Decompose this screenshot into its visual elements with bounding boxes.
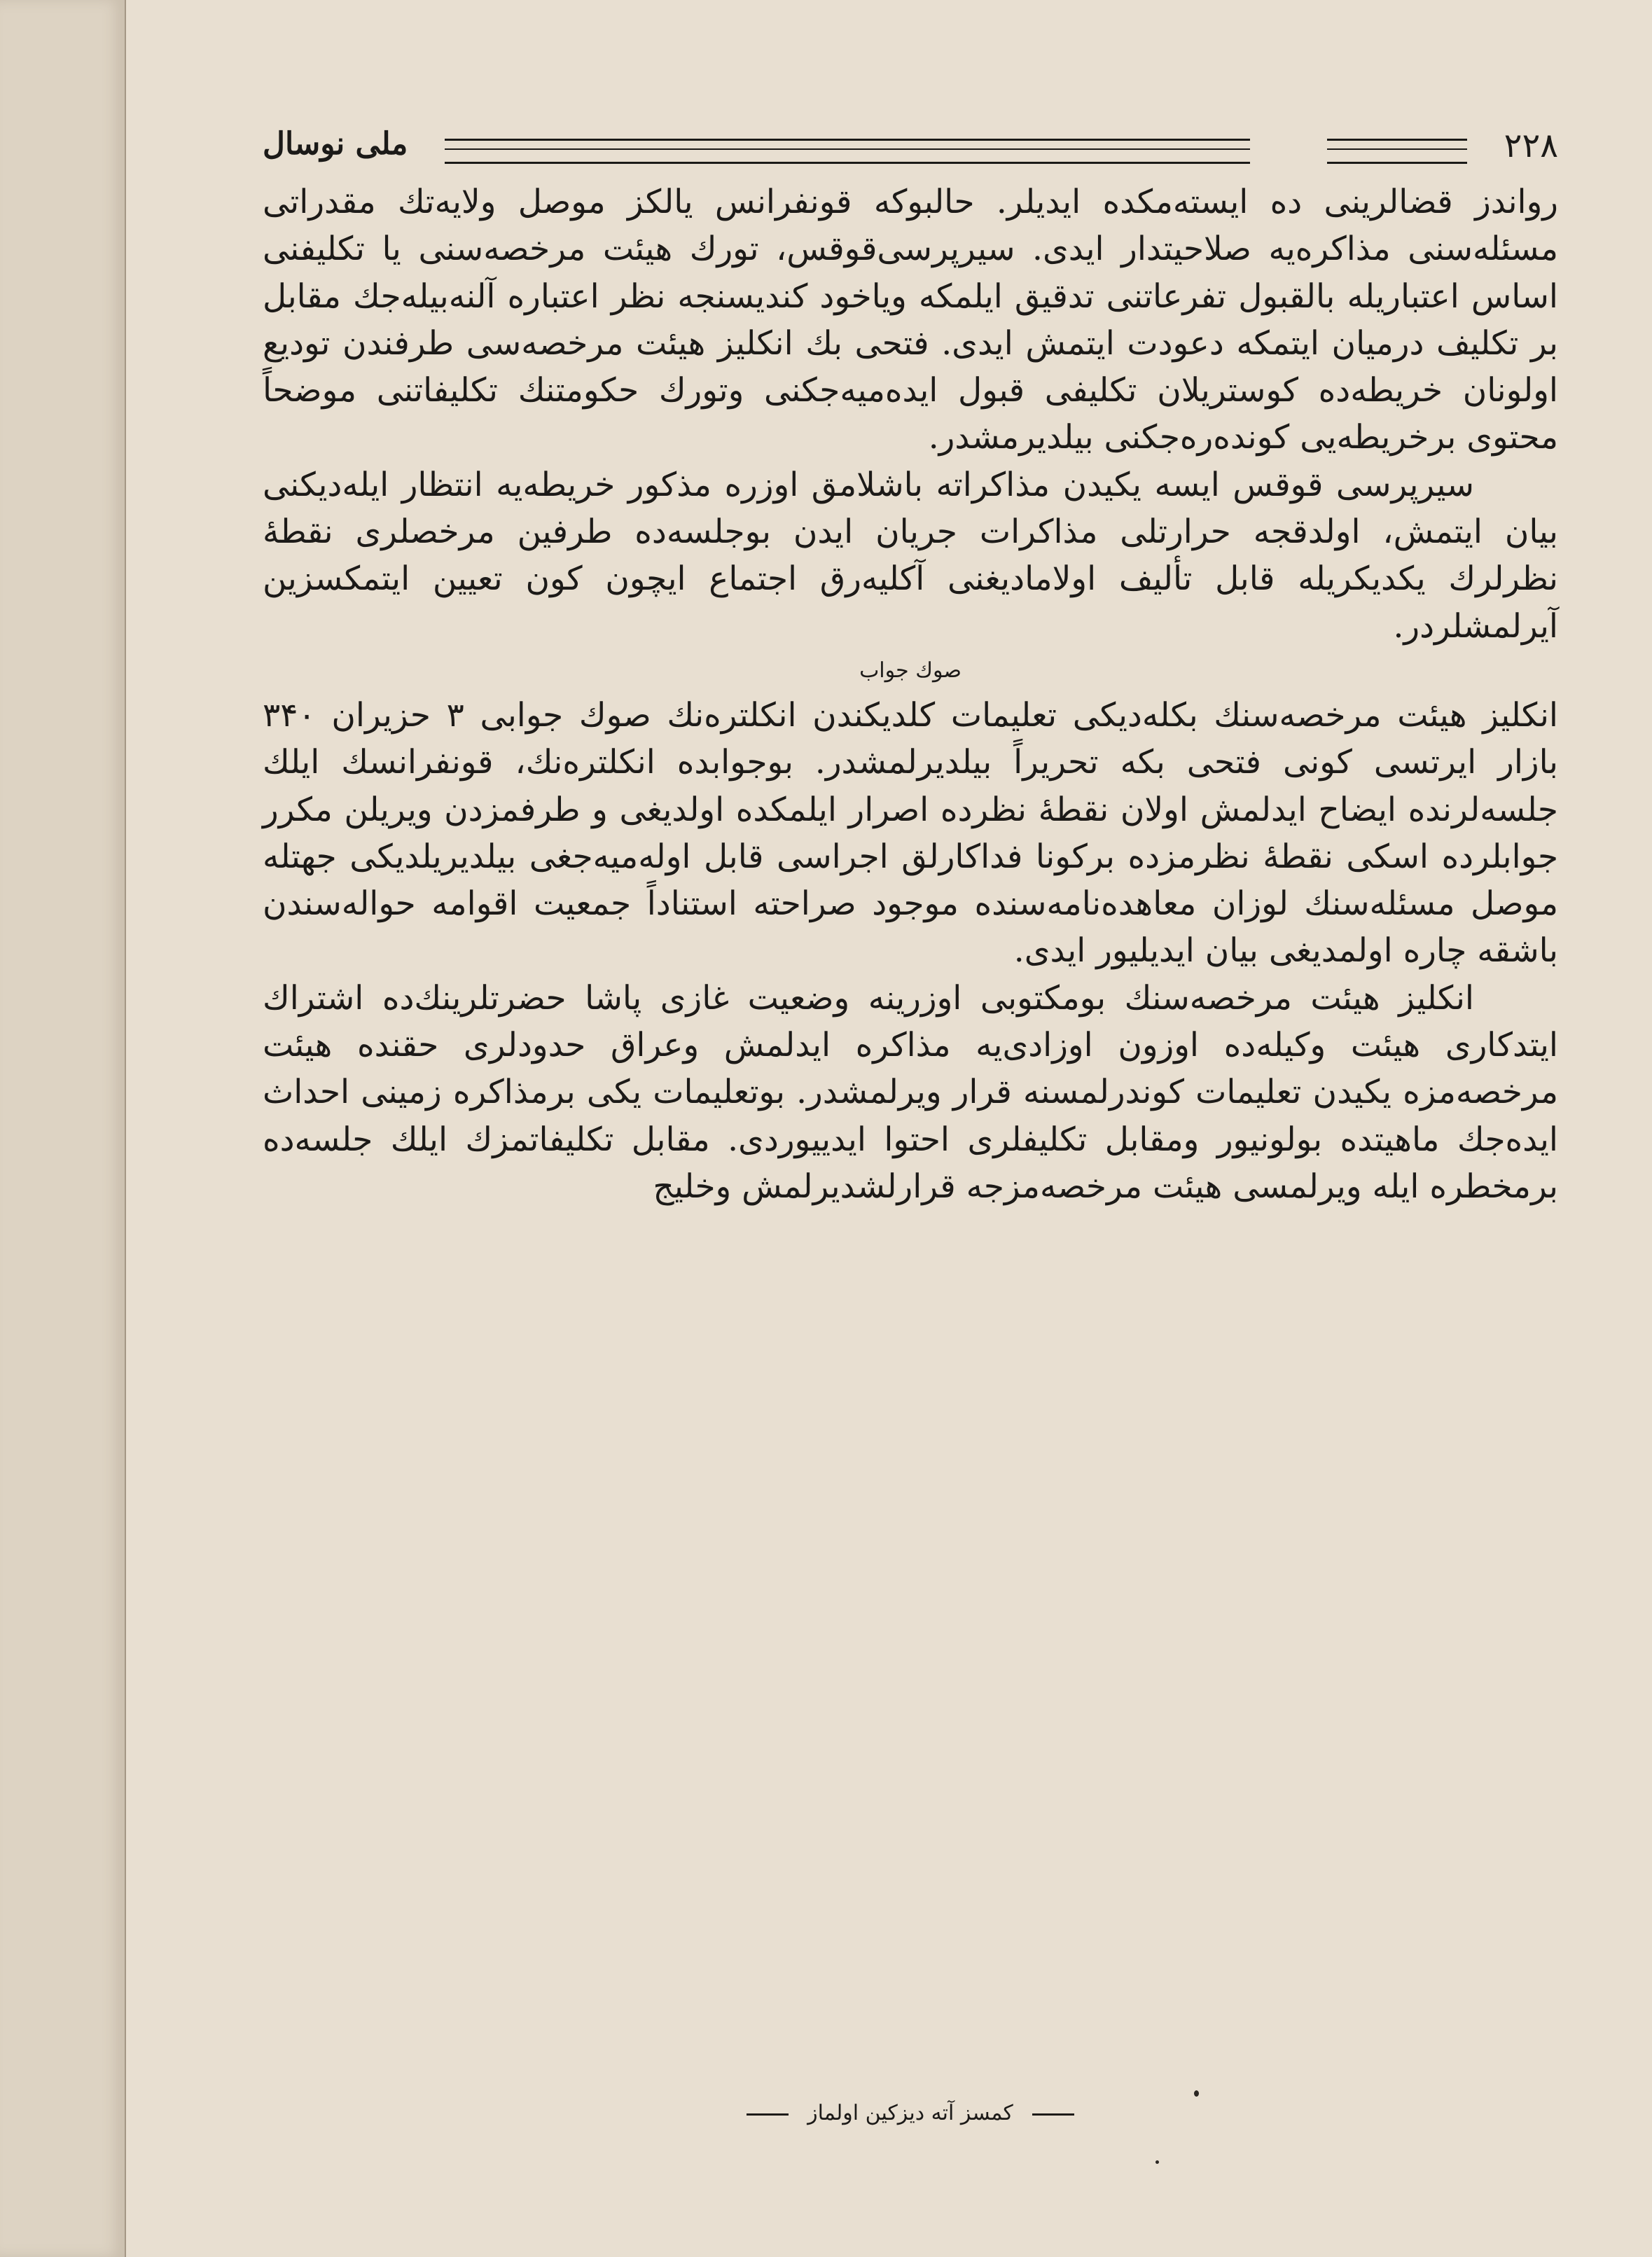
header-rule-short [1327, 139, 1467, 164]
paragraph: انکلیز هیئت مرخصه‌سنك بومکتوبی اوزرینه وضعیت غازی پاشا حضرتلرینك‌ده اشتراك ایتدکاری هیئت وکیله‌ده اوزون اوزادی‌یه مذاکره ایدلمش وعراق حدودلری حقنده هیئت مرخصه‌مزه یکیدن تعلیمات کوندرلمسنه قرار ویرلمشدر. بوتعلیمات یکی برمذاکره زمینی احداث ایده‌جك ماهیتده بولونیور ومقابل تکلیفلری احتوا ایدییوردی. مقابل تکلیفاتمزك ایلك جلسه‌ده برمخطره ایله ویرلمسی هیئت مرخصه‌مزجه قرارلشدیرلمش وخلیج [263, 978, 1558, 1206]
header-rule-long [445, 139, 1250, 164]
footer-dash-right [1032, 2113, 1074, 2116]
page-content [263, 112, 1558, 2164]
journal-title: ملی نوسال [263, 126, 408, 162]
footer-proverb [263, 2101, 1558, 2125]
binding-margin [0, 0, 126, 2257]
paragraph: رواندز قضالرینی ده ایسته‌مکده ایدیلر. حالبوکه قونفرانس یالکز موصل ولایه‌تك مقدراتی مسئله‌سنی مذاکره‌یه صلاحیتدار ایدی. سیرپرسی‌قوقس، تورك هیئت مرخصه‌سنی یا تکلیفنی اساس اعتباریله بالقبول تفرعاتنی تدقیق ایلمکه ویاخود کندیسنجه نظر اعتباره آلنه‌بیله‌جك مقابل بر تکلیف درمیان ایتمکه دعودت ایتمش ایدی. فتحی بك انکلیز هیئت مرخصه‌سی طرفندن تودیع اولونان خریطه‌ده کوستریلان تکلیفی قبول ایده‌میه‌جکنی وتورك حکومتنك تکلیفاتنی موضحاً محتوی برخریطه‌یی کونده‌ره‌جکنی بیلدیرمشدر. [263, 183, 1558, 457]
running-header [263, 126, 1558, 175]
paragraph: انکلیز هیئت مرخصه‌سنك بکله‌دیکی تعلیمات کلدیکندن انکلتره‌نك صوك جوابی ۳ حزیران ۳۴۰ بازار ایرتسی کونی فتحی بکه تحریراً بیلدیرلمشدر. بوجوابده انکلتره‌نك، قونفرانسك ایلك جلسه‌لرنده ایضاح ایدلمش اولان نقطه‌ٔ نظرده اصرار ایلمکده اولدیغی و طرفمزدن ویریلن مکرر جوابلرده اسکی نقطه‌ٔ نظرمزده برکونا فداکارلق اجراسی قابل اوله‌میه‌جغی بیلدیریلدیکی جهتله موصل مسئله‌سنك لوزان معاهده‌نامه‌سنده موجود صراحته استناداً جمعیت اقوامه حواله‌سندن باشقه چاره اولمدیغی بیان ایدیلیور ایدی. [263, 695, 1558, 971]
paper-speck [1194, 2090, 1199, 2097]
paragraph: سیرپرسی قوقس ایسه یکیدن مذاکراته باشلامق اوزره مذکور خریطه‌یه انتظار ایله‌دیکنی بیان ایتمش، اولدقجه حرارتلی مذاکرات جریان ایدن بوجلسه‌ده طرفین مرخصلری نقطه‌ٔ نظرلرك یکدیکریله قابل تألیف اولامادیغنی آکلیه‌رق اجتماع ایچون کون تعیین ایتمکسزین آیرلمشلردر. [263, 465, 1558, 646]
document-page [126, 0, 1652, 2257]
page-number: ۲۲۸ [1504, 126, 1558, 165]
article-body [263, 179, 1558, 1210]
paper-speck [1155, 2160, 1159, 2164]
footer-proverb-text: کمسز آته دیزکین اولماز [807, 2101, 1013, 2125]
footer-dash-left [747, 2113, 789, 2116]
section-heading: صوك جواب [859, 658, 962, 683]
